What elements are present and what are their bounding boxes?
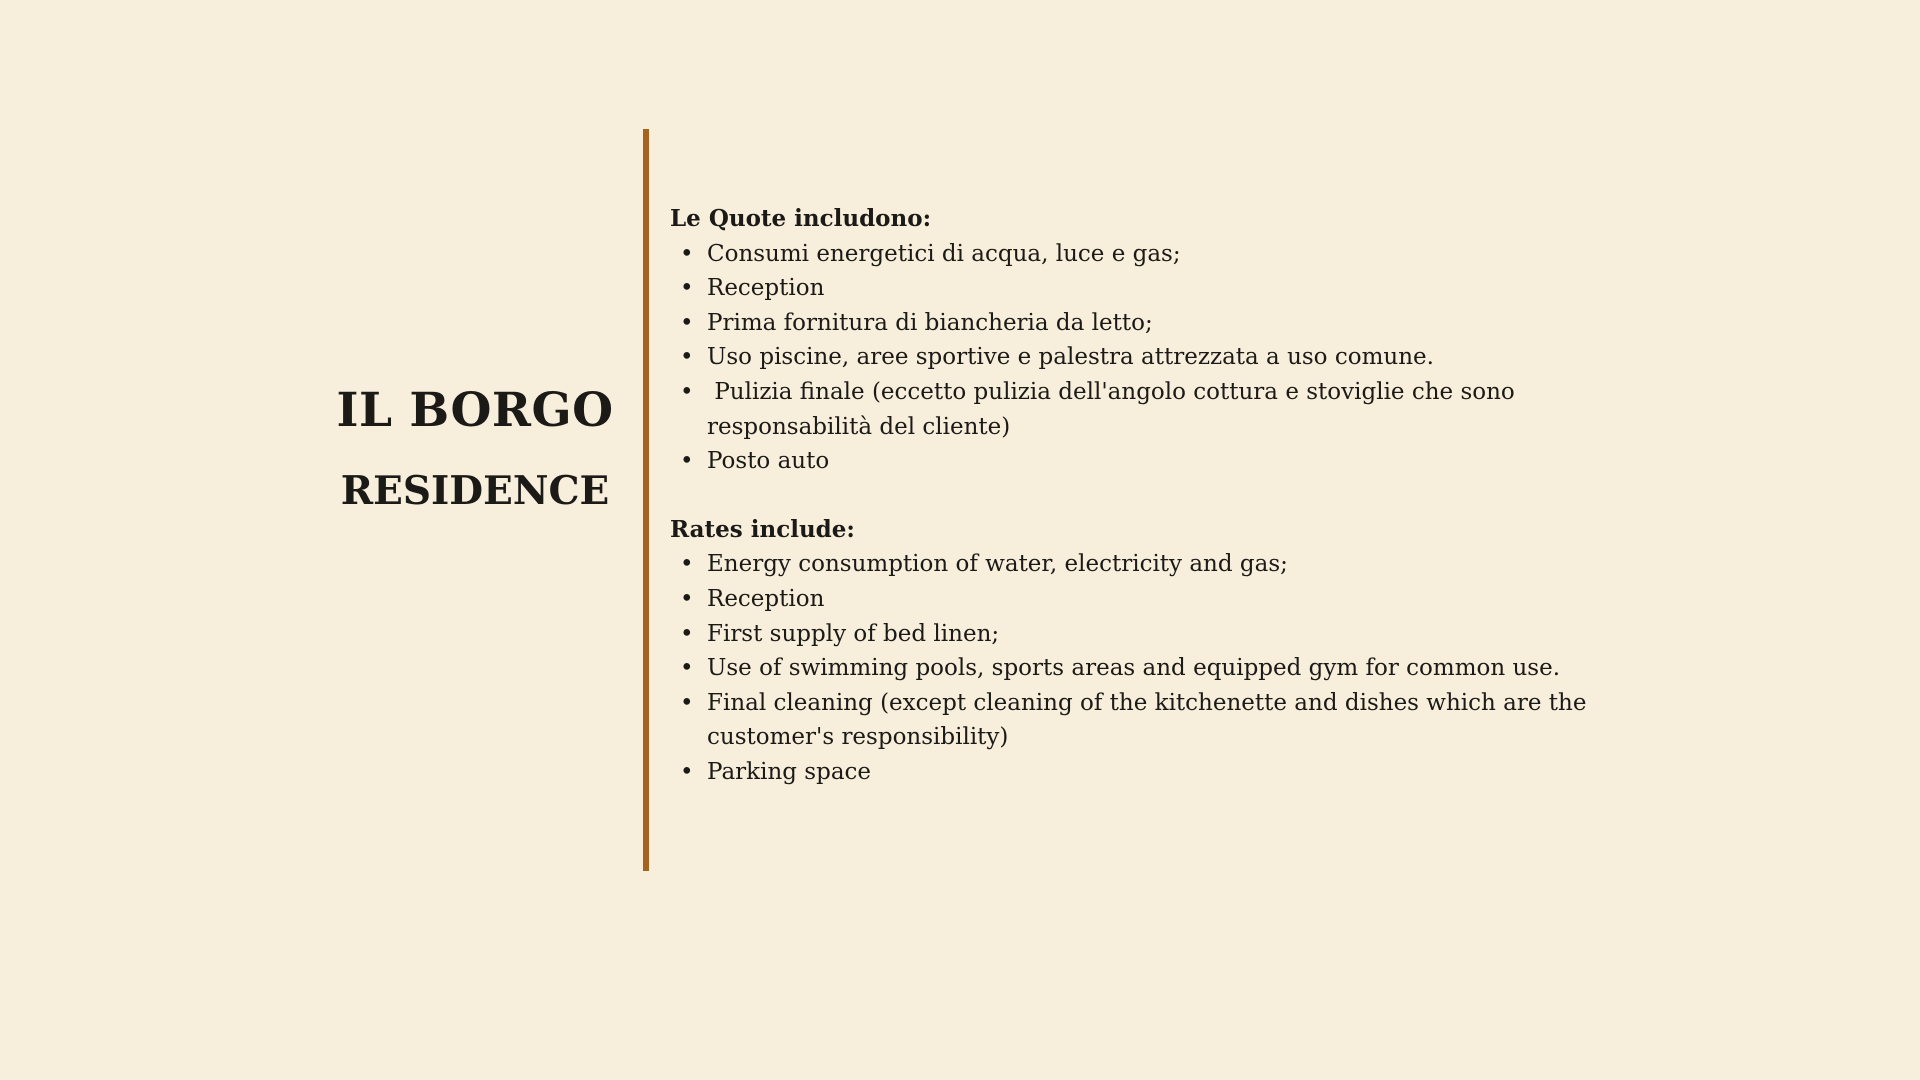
vertical-divider: [643, 129, 649, 871]
english-heading: Rates include:: [670, 515, 855, 543]
italian-heading: Le Quote includono:: [670, 205, 932, 232]
english-list: [670, 547, 1630, 789]
list-item: • Reception: [670, 271, 1630, 306]
list-item: • Parking space: [670, 755, 1630, 790]
list-item: • First supply of bed linen;: [670, 617, 1630, 652]
list-item: • Posto auto: [670, 444, 1630, 479]
list-item: • Consumi energetici di acqua, luce e gas;: [670, 237, 1630, 272]
list-item: • Uso piscine, aree sportive e palestra attrezzata a uso comune.: [670, 340, 1630, 375]
brand-title: IL BORGO: [336, 383, 614, 438]
brand-subtitle: RESIDENCE: [340, 468, 610, 514]
list-item: • Pulizia finale (eccetto pulizia dell'angolo cottura e stoviglie che sono responsabilità del cliente): [670, 375, 1630, 444]
rates-content: [670, 202, 1630, 790]
list-item: • Final cleaning (except cleaning of the kitchenette and dishes which are the customer's responsibility): [670, 686, 1630, 755]
list-item: • Energy consumption of water, electricity and gas;: [670, 547, 1630, 582]
list-item: • Use of swimming pools, sports areas and equipped gym for common use.: [670, 651, 1630, 686]
list-item: • Prima fornitura di biancheria da letto;: [670, 306, 1630, 341]
italian-list: [670, 237, 1630, 479]
section-gap: [670, 479, 1630, 513]
list-item: • Reception: [670, 582, 1630, 617]
